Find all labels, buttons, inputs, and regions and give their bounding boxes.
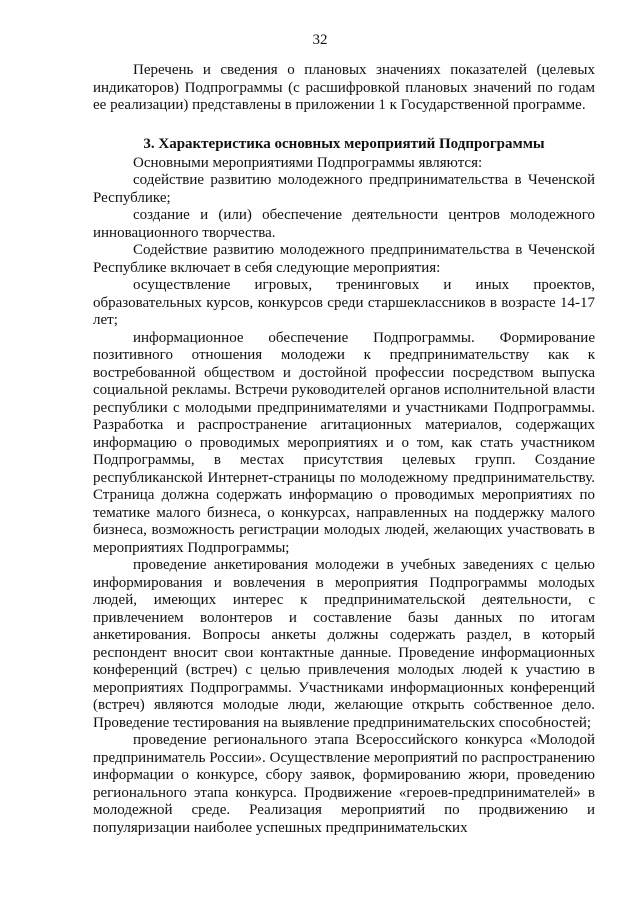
intro-paragraph: Перечень и сведения о плановых значениях показателей (целевых индикаторов) Подпрограммы (с расшифровкой плановых значений по годам ее реализации) представлены в приложении 1 к Государственной программе.: [93, 62, 595, 113]
paragraph-main-activities: Основными мероприятиями Подпрограммы являются:: [133, 154, 483, 171]
paragraph-games-trainings: осуществление игровых, тренинговых и иных проектов, образовательных курсов, конкурсов среди старшеклассников в возрасте 14-17 лет;: [93, 277, 595, 328]
paragraph-surveys: проведение анкетирования молодежи в учебных заведениях с целью информирования и вовлечения в мероприятия Подпрограммы молодых людей, имеющих интерес к предпринимательской деятельности, с привлечением волонтеров и составление базы данных по итогам анкетирования. Вопросы анкеты должны содержать раздел, в который респондент вносит свои контактные данные. Проведение информационных конференций (встреч) с целью привлечения молодых людей к участию в мероприятиях Подпрограммы. Участниками информационных конференций (встреч) являются молодые люди, желающие открыть собственное дело. Проведение тестирования на выявление предпринимательских способностей;: [93, 557, 595, 731]
paragraph-info-support: информационное обеспечение Подпрограммы. Формирование позитивного отношения молодежи к предпринимательству как к востребованной обществом и достойной профессии посредством выпуска социальной рекламы. Встречи руководителей органов исполнительной власти республики с молодыми предпринимателями и участниками Подпрограммы. Разработка и распространение агитационных материалов, содержащих информацию о проводимых мероприятиях и о том, как стать участником Подпрограммы, в местах присутствия целевых групп. Создание республиканской Интернет-страницы по молодежному предпринимательству. Страница должна содержать информацию о проводимых мероприятиях по тематике малого бизнеса, о конкурсах, направленных на поддержку малого бизнеса, возможность регистрации молодых людей, желающих участвовать в мероприятиях Подпрограммы;: [93, 329, 595, 556]
paragraph-regional-contest: проведение регионального этапа Всероссийского конкурса «Молодой предприниматель России». Осуществление мероприятий по распространению информации о конкурсе, сбору заявок, формированию жюри, проведению регионального этапа конкурса. Продвижение «героев-предпринимателей» в молодежной среде. Реализация мероприятий по продвижению и популяризации наиболее успешных предпринимательских: [93, 732, 595, 836]
document-body: [93, 62, 595, 837]
paragraph-activity-1: содействие развитию молодежного предпринимательства в Чеченской Республике;: [93, 172, 595, 206]
paragraph-includes: Содействие развитию молодежного предпринимательства в Чеченской Республике включает в себя следующие мероприятия:: [93, 242, 595, 276]
page-number: 32: [312, 32, 328, 48]
paragraph-activity-2: создание и (или) обеспечение деятельности центров молодежного инновационного творчества.: [93, 207, 595, 241]
section-heading: 3. Характеристика основных мероприятий Подпрограммы: [143, 135, 545, 152]
